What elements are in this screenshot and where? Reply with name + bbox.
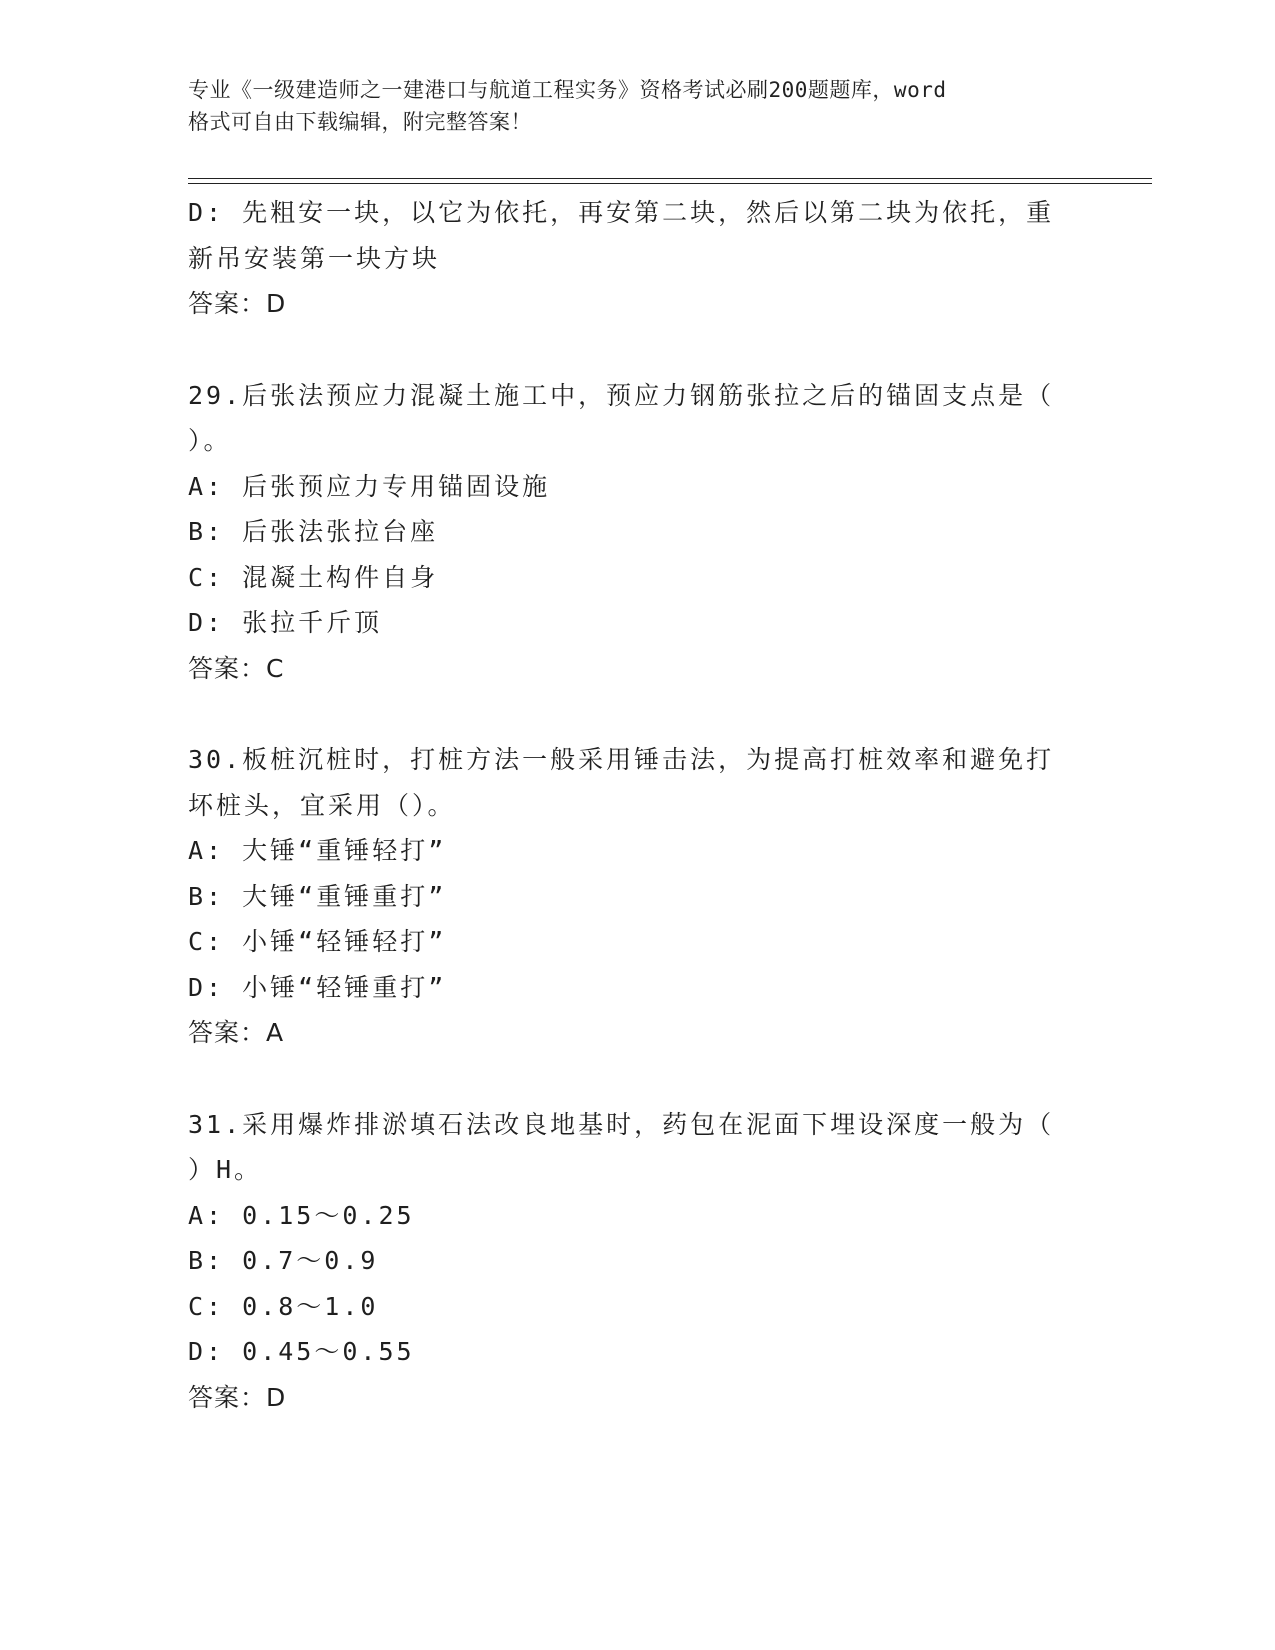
answer: 答案：D	[188, 1382, 287, 1412]
question-stem-continued: ）。	[188, 426, 232, 455]
question-stem: 31.采用爆炸排淤填石法改良地基时，药包在泥面下埋设深度一般为（	[188, 1109, 1055, 1139]
question-spacer	[188, 327, 1068, 373]
option-d: D: 张拉千斤顶	[188, 608, 383, 637]
question-30	[188, 737, 1068, 1056]
question-content	[188, 190, 1068, 1420]
question-29	[188, 373, 1068, 692]
answer: 答案：A	[188, 1018, 285, 1047]
header-line-2: 格式可自由下载编辑，附完整答案！	[188, 110, 532, 134]
question-spacer	[188, 1056, 1068, 1102]
question-stem-continued: ）H。	[188, 1155, 263, 1184]
question-31	[188, 1102, 1068, 1421]
option-d: D: 0.45～0.55	[188, 1337, 415, 1366]
header-line-1: 专业《一级建造师之一建港口与航道工程实务》资格考试必刷200题题库，word	[188, 78, 947, 102]
question-stem: 30.板桩沉桩时，打桩方法一般采用锤击法，为提高打桩效率和避免打	[188, 745, 1055, 774]
option-b: B: 0.7～0.9	[188, 1246, 379, 1275]
option-c: C: 混凝土构件自身	[188, 562, 439, 592]
option-d: D: 小锤“轻锤重打”	[188, 972, 447, 1002]
question-stem: 29.后张法预应力混凝土施工中，预应力钢筋张拉之后的锚固支点是（	[188, 380, 1055, 410]
option-a: A: 0.15～0.25	[188, 1200, 415, 1230]
option-b: B: 后张法张拉台座	[188, 517, 439, 546]
option-a: A: 后张预应力专用锚固设施	[188, 471, 551, 501]
option-c: C: 0.8～1.0	[188, 1291, 379, 1321]
question-28	[188, 190, 1068, 327]
page-header	[188, 74, 1068, 138]
answer: 答案：C	[188, 653, 285, 683]
question-spacer	[188, 691, 1068, 737]
option-d: D: 先粗安一块，以它为依托，再安第二块，然后以第二块为依托，重	[188, 198, 1055, 227]
option-a: A: 大锤“重锤轻打”	[188, 836, 447, 865]
option-d-continued: 新吊安装第一块方块	[188, 243, 441, 273]
header-divider-top	[188, 178, 1152, 179]
option-b: B: 大锤“重锤重打”	[188, 881, 447, 911]
answer: 答案：D	[188, 289, 287, 318]
question-stem-continued: 坏桩头，宜采用（）。	[188, 790, 456, 820]
header-divider-bottom	[188, 183, 1152, 184]
option-c: C: 小锤“轻锤轻打”	[188, 927, 447, 956]
